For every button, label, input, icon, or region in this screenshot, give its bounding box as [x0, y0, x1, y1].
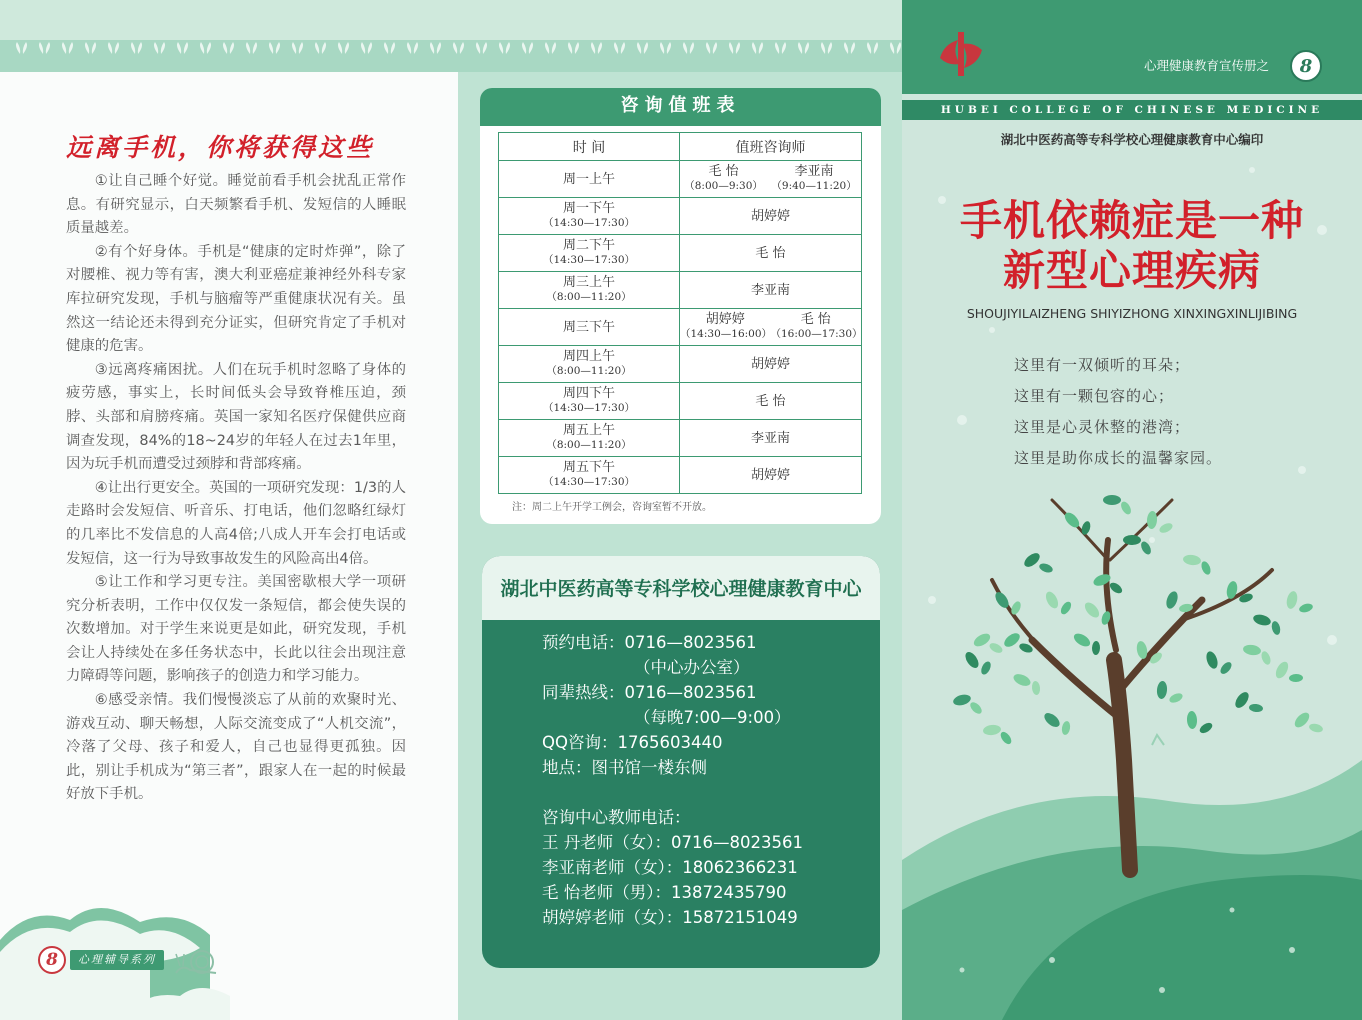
- time-label: 周四上午: [562, 349, 615, 364]
- center-contacts: [542, 630, 803, 930]
- schedule-row: [499, 420, 862, 457]
- center-card: [482, 556, 880, 968]
- cover-poem: [1014, 350, 1222, 474]
- schedule-row: [499, 235, 862, 272]
- counselor-name: 胡婷婷: [750, 208, 790, 224]
- schedule-time: [499, 457, 680, 494]
- time-range: （14:30—17:30）: [542, 476, 636, 488]
- teacher-phone-1: 王 丹老师（女）：0716—8023561: [542, 833, 803, 852]
- appointment-note: （中心办公室）: [634, 658, 750, 677]
- cover-panel: [902, 0, 1362, 1020]
- schedule-time: [499, 420, 680, 457]
- col-time: 时 间: [499, 133, 680, 161]
- college-logo-icon: [934, 30, 988, 78]
- counselor-name: 毛 怡: [755, 245, 786, 261]
- counselor-name: 胡婷婷: [750, 356, 790, 372]
- schedule-table: [498, 132, 862, 494]
- time-label: 周一上午: [562, 171, 615, 187]
- editor-line: 湖北中医药高等专科学校心理健康教育中心编印: [1000, 132, 1264, 147]
- schedule-title: 咨询值班表: [480, 88, 881, 126]
- schedule-row: [499, 198, 862, 235]
- time-label: 周四下午: [562, 386, 615, 401]
- time-label: 周三上午: [562, 275, 615, 290]
- schedule-row: [499, 457, 862, 494]
- poem-line-4: 这里是助你成长的温馨家园。: [1014, 449, 1223, 467]
- top-band: [0, 0, 902, 72]
- time-label: 周一下午: [562, 201, 615, 216]
- schedule-time: [499, 235, 680, 272]
- counselor-name: 胡婷婷: [705, 312, 745, 327]
- page-number-badge: 8: [38, 946, 66, 974]
- counselor-time: （9:40—11:20）: [771, 180, 857, 192]
- schedule-counselor: [680, 161, 862, 198]
- time-label: 周五上午: [562, 423, 615, 438]
- hotline-phone: 同辈热线：0716—8023561: [542, 683, 757, 702]
- cover-page-badge: 8: [1290, 50, 1322, 82]
- schedule-counselor: [680, 198, 862, 235]
- teachers-heading: 咨询中心教师电话：: [542, 808, 691, 827]
- time-range: （8:00—11:20）: [546, 365, 632, 377]
- schedule-card: [480, 88, 881, 524]
- cover-pinyin: SHOUJIYILAIZHENG SHIYIZHONG XINXINGXINLIJIBING: [966, 306, 1298, 321]
- counselor-time: （8:00—9:30）: [684, 180, 763, 192]
- hotline-note: （每晚7:00—9:00）: [634, 708, 791, 727]
- poem-line-1: 这里有一双倾听的耳朵；: [1014, 356, 1191, 374]
- schedule-counselor: [680, 309, 862, 346]
- schedule-time: [499, 161, 680, 198]
- schedule-time: [499, 383, 680, 420]
- counselor-name: 李亚南: [750, 282, 790, 298]
- schedule-row: [499, 161, 862, 198]
- schedule-note: 注：周二上午开学工例会，咨询室暂不开放。: [512, 502, 712, 513]
- top-strip: [0, 0, 902, 40]
- schedule-counselor: [680, 420, 862, 457]
- schedule-time: [499, 272, 680, 309]
- time-label: 周二下午: [562, 238, 615, 253]
- paragraph-health: ②有个好身体。手机是“健康的定时炸弹”，除了对腰椎、视力等有害，澳大利亚癌症兼神经外科专家库拉研究发现，手机与脑瘤等严重健康状况有关。虽然这一结论还未得到充分证实，但研究肯定了手机对健康的危害。: [66, 243, 406, 355]
- left-title: 远离手机，你将获得这些: [66, 133, 375, 162]
- address: 地点：图书馆一楼东侧: [542, 758, 707, 777]
- teacher-phone-2: 李亚南老师（女）：18062366231: [542, 858, 798, 877]
- schedule-time: [499, 198, 680, 235]
- counselor-name: 毛 怡: [800, 312, 831, 327]
- counselor-name: 李亚南: [750, 430, 790, 446]
- time-range: （14:30—17:30）: [542, 254, 636, 266]
- counselor-time: （16:00—17:30）: [770, 328, 863, 340]
- schedule-counselor: [680, 235, 862, 272]
- schedule-counselor: [680, 346, 862, 383]
- cover-series: 心理健康教育宣传册之: [1144, 58, 1270, 73]
- counselor-name: 毛 怡: [755, 393, 786, 409]
- teacher-phone-3: 毛 怡老师（男）：13872435790: [542, 883, 787, 902]
- schedule-counselor: [680, 272, 862, 309]
- paragraph-pain: ③远离疼痛困扰。人们在玩手机时忽略了身体的疲劳感，事实上，长时间低头会导致脊椎压迫，颈脖、头部和肩膀疼痛。英国一家知名医疗保健供应商调查发现，84%的18~24岁的年轻人在过去1年里，因为玩手机而遭受过颈脖和背部疼痛。: [66, 361, 406, 473]
- cover-title: [902, 196, 1362, 296]
- schedule-row: [499, 272, 862, 309]
- time-range: （14:30—17:30）: [542, 217, 636, 229]
- schedule-row: [499, 309, 862, 346]
- leaf-pattern: [10, 40, 902, 60]
- counselor-name: 李亚南: [794, 164, 834, 179]
- schedule-row: [499, 383, 862, 420]
- tree-hill-illustration: [902, 0, 1362, 1020]
- paragraph-focus: ⑤让工作和学习更专注。美国密歇根大学一项研究分析表明，工作中仅仅发一条短信，都会使失误的次数增加。对于学生来说更是如此，研究发现，手机会让人持续处在多任务状态中，长此以往会出现注意力障碍等问题，影响孩子的创造力和学习能力。: [66, 574, 406, 685]
- series-label: 心理辅导系列: [70, 950, 164, 970]
- counselor-name: 毛 怡: [708, 164, 739, 179]
- teacher-phone-4: 胡婷婷老师（女）：15872151049: [542, 908, 798, 927]
- time-range: （8:00—11:20）: [546, 291, 632, 303]
- cloud-decoration: [0, 900, 458, 1020]
- counselor-time: （14:30—16:00）: [680, 328, 773, 340]
- paragraph-safety: ④让出行更安全。英国的一项研究发现：1/3的人走路时会发短信、听音乐、打电话，他们忽略红绿灯的几率比不发信息的人高4倍;八成人开车会打电话或发短信，这一行为导致事故发生的风险高出4倍。: [66, 479, 406, 567]
- schedule-counselor: [680, 457, 862, 494]
- schedule-time: [499, 309, 680, 346]
- counselor-name: 胡婷婷: [750, 467, 790, 483]
- paragraph-family: ⑥感受亲情。我们慢慢淡忘了从前的欢聚时光、游戏互动、聊天畅想，人际交流变成了“人机交流”，冷落了父母、孩子和爱人，自己也显得更孤独。因此，别让手机成为“第三者”，跟家人在一起的时候最好放下手机。: [66, 692, 406, 803]
- snail-icon: [172, 940, 222, 976]
- time-label: 周三下午: [562, 319, 615, 335]
- college-english-name: HUBEI COLLEGE OF CHINESE MEDICINE: [902, 100, 1362, 120]
- center-title: 湖北中医药高等专科学校心理健康教育中心: [482, 556, 880, 620]
- time-label: 周五下午: [562, 460, 615, 475]
- appointment-phone: 预约电话：0716—8023561: [542, 633, 757, 652]
- time-range: （14:30—17:30）: [542, 402, 636, 414]
- schedule-time: [499, 346, 680, 383]
- schedule-row: [499, 346, 862, 383]
- cover-title-line1: 手机依赖症是一种: [959, 196, 1304, 245]
- col-counselor: 值班咨询师: [680, 133, 862, 161]
- left-body: [66, 170, 406, 807]
- cover-title-line2: 新型心理疾病: [1002, 246, 1261, 295]
- time-range: （8:00—11:20）: [546, 439, 632, 451]
- poem-line-2: 这里有一颗包容的心；: [1014, 387, 1175, 405]
- qq-contact: QQ咨询：1765603440: [542, 733, 723, 752]
- schedule-counselor: [680, 383, 862, 420]
- poem-line-3: 这里是心灵休整的港湾；: [1014, 418, 1191, 436]
- paragraph-sleep: ①让自己睡个好觉。睡觉前看手机会扰乱正常作息。有研究显示，白天频繁看手机、发短信的人睡眠质量越差。: [66, 173, 406, 237]
